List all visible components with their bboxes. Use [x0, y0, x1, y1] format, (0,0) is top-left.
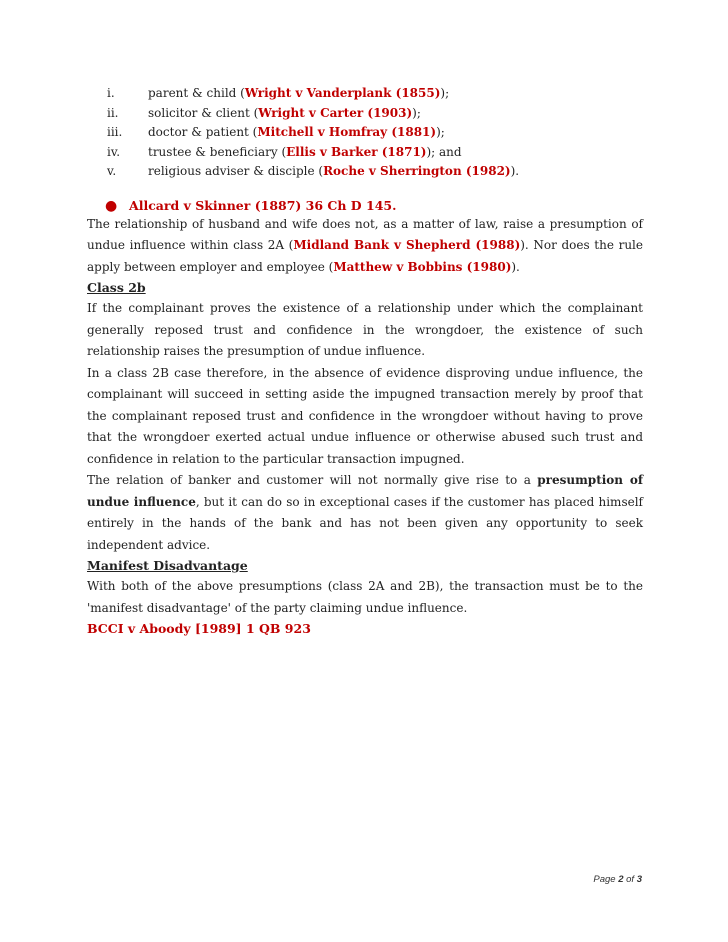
case-citation: Matthew v Bobbins (1980): [333, 259, 512, 274]
case-citation: Ellis v Barker (1871): [286, 144, 427, 159]
list-text: religious adviser & disciple (Roche v Sherrington (1982)).: [148, 164, 520, 178]
list-number: iv.: [107, 144, 121, 159]
list-text: doctor & patient (Mitchell v Homfray (1881));: [148, 125, 445, 139]
list-item: [87, 84, 643, 104]
paragraph-class-2b-effect: In a class 2B case therefore, in the absence of evidence disproving undue influence, the complainant will succeed in setting aside the impugned transaction merely by proof that the complainant reposed trust and confidence in the wrongdoer without having to prove that the wrongdoer exerted actual undue influence or otherwise abused such trust and confidence in relation to the particular transaction impugned.: [87, 365, 643, 466]
document-body: [87, 84, 643, 639]
case-citation: Wright v Vanderplank (1855): [244, 86, 441, 100]
page-number-footer: Page 2 of 3: [593, 874, 642, 885]
list-item: [87, 162, 643, 182]
case-citation: Roche v Sherrington (1982): [323, 164, 511, 178]
case-citation: Allcard v Skinner (1887) 36 Ch D 145.: [129, 198, 397, 213]
paragraph-husband-wife: The relationship of husband and wife does not, as a matter of law, raise a presumption of undue influence within class 2A (Midland Bank v Shepherd (1988)). Nor does the rule apply between employer and employee (Matthew v Bobbins (1980)).: [87, 216, 643, 274]
list-item: [87, 104, 643, 124]
list-number: ii.: [107, 105, 119, 120]
bullet-item: [105, 198, 643, 214]
list-item: [87, 143, 643, 163]
list-item: [87, 123, 643, 143]
list-text: solicitor & client (Wright v Carter (1903));: [148, 105, 421, 120]
case-citation: Wright v Carter (1903): [258, 105, 413, 120]
list-number: v.: [107, 164, 117, 178]
paragraph-banker-customer: The relation of banker and customer will not normally give rise to a presumption of undue influence, but it can do so in exceptional cases if the customer has placed himself entirely in the hands of the bank and has not been given any opportunity to seek independent advice.: [87, 473, 643, 552]
relationship-list: [87, 84, 643, 182]
section-heading-manifest-disadvantage: Manifest Disadvantage: [87, 558, 248, 573]
bold-term: presumption of undue influence: [87, 473, 643, 509]
paragraph-manifest-disadvantage: With both of the above presumptions (class 2A and 2B), the transaction must be to the 'manifest disadvantage' of the party claiming undue influence.: [87, 579, 643, 615]
paragraph-class-2b-definition: If the complainant proves the existence of a relationship under which the complainant generally reposed trust and confidence in the wrongdoer, the existence of such relationship raises the presumption of undue influence.: [87, 301, 643, 358]
bullet-icon: ●: [105, 197, 118, 214]
list-text: parent & child (Wright v Vanderplank (1855));: [148, 86, 450, 100]
list-number: i.: [107, 86, 115, 100]
list-text: trustee & beneficiary (Ellis v Barker (1871)); and: [148, 144, 462, 159]
case-citation: Midland Bank v Shepherd (1988): [293, 238, 521, 252]
case-citation: Mitchell v Homfray (1881): [257, 125, 437, 139]
list-number: iii.: [107, 125, 123, 139]
case-heading-bcci: BCCI v Aboody [1989] 1 QB 923: [87, 621, 311, 636]
section-heading-class-2b: Class 2b: [87, 280, 146, 295]
